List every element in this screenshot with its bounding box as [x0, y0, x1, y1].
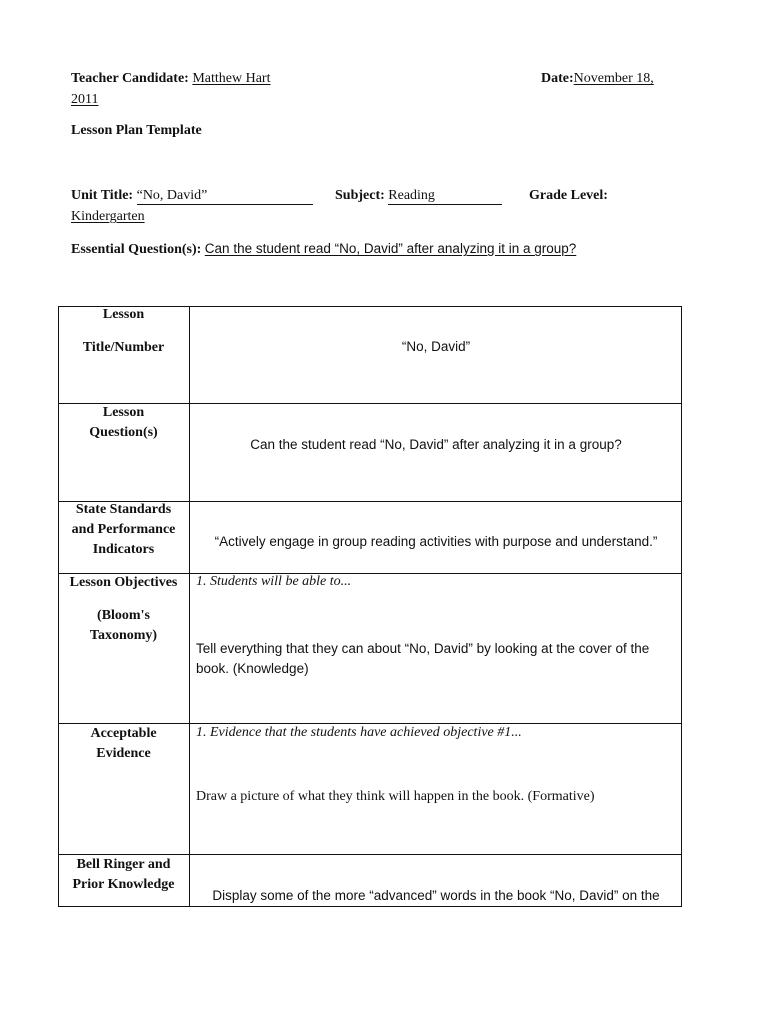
candidate-name: Matthew Hart: [192, 71, 271, 86]
candidate-label: Teacher Candidate:: [71, 71, 189, 86]
row-lesson-title-content: “No, David”: [401, 339, 471, 354]
row-standards-content: “Actively engage in group reading activities with purpose and understand.”: [214, 534, 658, 549]
row-evidence-intro: 1. Evidence that the students have achieved objective #1...: [196, 725, 522, 740]
subject-line: [335, 188, 502, 205]
unit-value: “No, David”: [137, 188, 313, 205]
subject-label: Subject:: [335, 188, 385, 203]
eq-value: Can the student read “No, David” after analyzing it in a group?: [204, 241, 577, 256]
row-lesson-question-content: Can the student read “No, David” after analyzing it in a group?: [250, 437, 622, 452]
grade-label: Grade Level:: [529, 188, 608, 203]
row-evidence-label: Acceptable Evidence: [90, 726, 157, 761]
grade-value: Kindergarten: [71, 209, 145, 224]
row-objectives-content: Tell everything that they can about “No, David” by looking at the cover of the book. (Knowledge): [196, 641, 650, 676]
unit-title-line: [71, 188, 313, 205]
row-bellringer-label: Bell Ringer and Prior Knowledge: [72, 857, 175, 892]
date-line: [541, 71, 654, 87]
row-lesson-question-label: Lesson Question(s): [89, 405, 158, 440]
row-lesson-title-label: Lesson Title/Number: [82, 307, 165, 355]
row-objectives-intro: 1. Students will be able to...: [196, 574, 352, 589]
template-title: Lesson Plan Template: [71, 123, 202, 138]
teacher-candidate-line: [71, 71, 271, 87]
unit-label: Unit Title:: [71, 188, 134, 203]
date-value: November 18,: [573, 71, 654, 86]
date-year: 2011: [71, 92, 99, 107]
row-objectives-label: Lesson Objectives (Bloom's Taxonomy): [69, 575, 178, 643]
eq-label: Essential Question(s):: [71, 242, 202, 257]
row-standards-label: State Standards and Performance Indicators: [71, 502, 176, 557]
essential-question-line: [71, 241, 576, 258]
row-bellringer-content: Display some of the more “advanced” words in the book “No, David” on the: [212, 888, 660, 903]
row-evidence-content: Draw a picture of what they think will happen in the book. (Formative): [196, 789, 595, 804]
subject-value: Reading: [388, 188, 502, 205]
date-label: Date:: [541, 71, 574, 86]
